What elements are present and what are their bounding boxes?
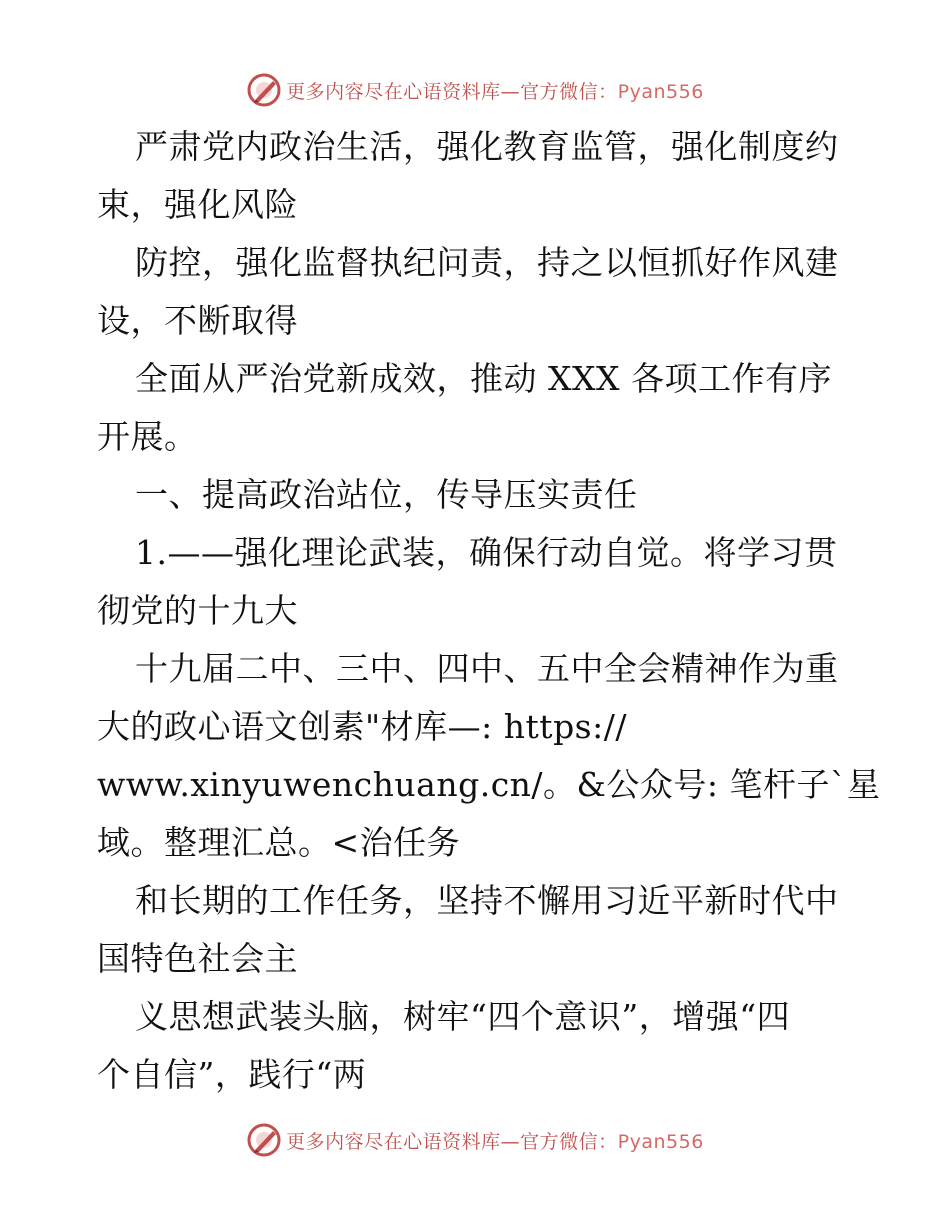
text-line: www.xinyuwenchuang.cn/。&公众号: 笔杆子`星 [97,765,881,804]
text-line: 束，强化风险 [97,185,298,224]
text-line: 国特色社会主 [97,939,298,978]
text-line: 设，不断取得 [97,301,298,340]
text-line: 和长期的工作任务，坚持不懈用习近平新时代中 [135,881,839,920]
text-line: 一、提高政治站位，传导压实责任 [135,475,638,514]
text-line: 个自信”，践行“两 [97,1055,367,1094]
text-line: 义思想武装头脑，树牢“四个意识”，增强“四 [135,997,791,1036]
document-body [97,118,881,1104]
text-line: 彻党的十九大 [97,591,298,630]
text-line: 大的政心语文创素"材库—: https:// [97,707,627,746]
text-line: 严肃党内政治生活，强化教育监管，强化制度约 [135,127,839,166]
pen-logo-icon [246,1122,282,1158]
pen-logo-icon [246,72,282,108]
footer-watermark [0,1120,950,1160]
text-line: 十九届二中、三中、四中、五中全会精神作为重 [135,649,839,688]
text-line: 域。整理汇总。<治任务 [97,823,461,862]
watermark-text: 更多内容尽在心语资料库—官方微信：Pyan556 [286,80,704,103]
text-line: 1.——强化理论武装，确保行动自觉。将学习贯 [135,533,838,572]
text-line: 开展。 [97,417,198,456]
watermark-text: 更多内容尽在心语资料库—官方微信：Pyan556 [286,1130,704,1153]
text-line: 防控，强化监督执纪问责，持之以恒抓好作风建 [135,243,839,282]
header-watermark [0,70,950,110]
text-line: 全面从严治党新成效，推动 XXX 各项工作有序 [135,359,832,398]
